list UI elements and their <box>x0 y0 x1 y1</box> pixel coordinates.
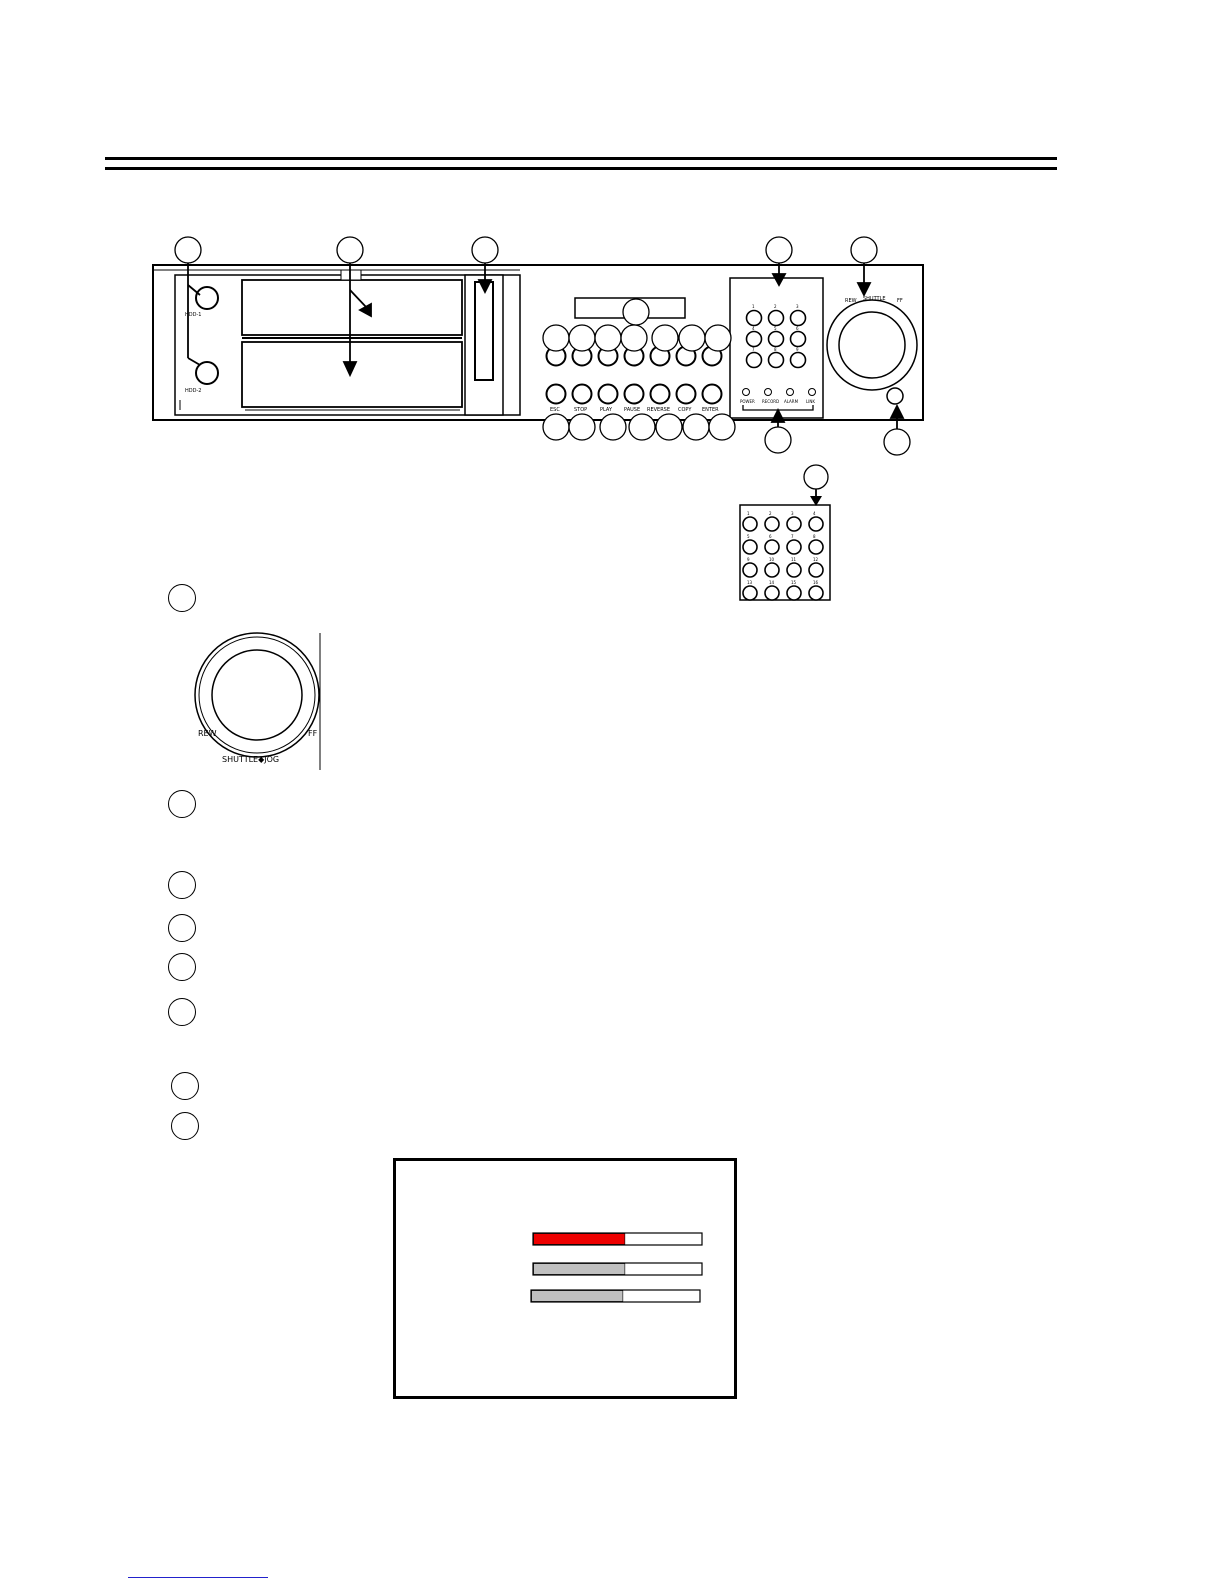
enter-button-label: ENTER <box>702 407 719 413</box>
header-rule-top <box>105 157 1057 160</box>
callout-circle <box>171 1112 199 1140</box>
callout-circle <box>705 325 731 351</box>
remote-key-button-4[interactable] <box>809 517 823 531</box>
keypad-number-9: 9 <box>796 347 799 352</box>
keypad-button-7[interactable] <box>747 353 762 368</box>
remote-key-number: 16 <box>813 580 819 585</box>
callout-circle <box>569 414 595 440</box>
keypad-button-2[interactable] <box>769 311 784 326</box>
hdd1-lock-icon <box>196 287 218 309</box>
play-button[interactable] <box>599 385 618 404</box>
jog-knob <box>839 312 905 378</box>
keypad-button-3[interactable] <box>791 311 806 326</box>
shuttle-ff-label: FF <box>897 298 903 304</box>
callout-circle <box>629 414 655 440</box>
level-bar-fill <box>534 1264 625 1275</box>
remote-key-number: 13 <box>747 580 753 585</box>
led-link <box>809 389 816 396</box>
remote-key-button-7[interactable] <box>787 540 801 554</box>
keypad-number-2: 2 <box>774 304 777 309</box>
callout-circle <box>543 325 569 351</box>
callout-circle <box>656 414 682 440</box>
led-power-label: POWER <box>740 399 755 404</box>
remote-key-button-13[interactable] <box>743 586 757 600</box>
remote-key-button-3[interactable] <box>787 517 801 531</box>
callout-circle <box>804 465 828 489</box>
remote-key-button-9[interactable] <box>743 563 757 577</box>
remote-key-number: 15 <box>791 580 797 585</box>
callout-circle <box>884 429 910 455</box>
remote-key-number: 12 <box>813 557 819 562</box>
pause-button-label: PAUSE <box>624 407 641 413</box>
remote-key-number: 3 <box>791 511 794 516</box>
keypad-number-5: 5 <box>774 326 777 331</box>
callout-circle <box>766 237 792 263</box>
remote-key-number: 9 <box>747 557 750 562</box>
callout-circle <box>652 325 678 351</box>
footer-link-line <box>128 1577 268 1578</box>
play-button-label: PLAY <box>600 407 613 413</box>
reverse-button-label: REVERSE <box>647 407 671 413</box>
remote-key-button-16[interactable] <box>809 586 823 600</box>
keypad-number-6: 6 <box>796 326 799 331</box>
esc-button[interactable] <box>547 385 566 404</box>
shuttle-jog-label: SHUTTLE◆JOG <box>222 755 280 764</box>
hdd1-label: HDD-1 <box>185 312 202 318</box>
callout-circle <box>168 790 196 818</box>
ir-sensor-icon <box>887 388 903 404</box>
keypad-number-7: 7 <box>752 347 755 352</box>
remote-key-button-8[interactable] <box>809 540 823 554</box>
callout-circle <box>168 871 196 899</box>
remote-key-number: 6 <box>769 534 772 539</box>
shuttle-label: SHUTTLE <box>863 296 886 302</box>
callout-circle <box>569 325 595 351</box>
remote-key-button-12[interactable] <box>809 563 823 577</box>
keypad-number-8: 8 <box>774 347 777 352</box>
callout-circle <box>337 237 363 263</box>
callout-circle <box>709 414 735 440</box>
front-panel-diagram <box>145 230 935 460</box>
level-bar-fill <box>534 1234 625 1245</box>
stop-button-label: STOP <box>574 407 588 413</box>
keypad-button-6[interactable] <box>791 332 806 347</box>
keypad-number-3: 3 <box>796 304 799 309</box>
remote-key-button-1[interactable] <box>743 517 757 531</box>
led-link-label: LINK <box>806 399 816 404</box>
shuttle-rew-label: REW <box>845 298 857 304</box>
remote-key-button-10[interactable] <box>765 563 779 577</box>
led-power <box>743 389 750 396</box>
keypad-number-1: 1 <box>752 304 755 309</box>
osd-level-box <box>393 1158 739 1402</box>
hdd2-label: HDD-2 <box>185 388 202 394</box>
stop-button[interactable] <box>573 385 592 404</box>
jog-dial-diagram <box>190 630 330 775</box>
remote-key-button-14[interactable] <box>765 586 779 600</box>
pause-button[interactable] <box>625 385 644 404</box>
esc-button-label: ESC <box>550 407 560 413</box>
remote-key-number: 1 <box>747 511 750 516</box>
remote-key-number: 14 <box>769 580 775 585</box>
remote-key-button-6[interactable] <box>765 540 779 554</box>
remote-key-button-15[interactable] <box>787 586 801 600</box>
remote-keypad-diagram <box>730 462 840 604</box>
led-alarm-label: ALARM <box>784 399 799 404</box>
led-record <box>765 389 772 396</box>
callout-circle <box>683 414 709 440</box>
callout-circle <box>851 237 877 263</box>
remote-key-number: 7 <box>791 534 794 539</box>
jog-knob <box>212 650 302 740</box>
led-record-label: RECORD <box>762 399 780 404</box>
remote-key-button-5[interactable] <box>743 540 757 554</box>
remote-key-number: 11 <box>791 557 797 562</box>
remote-key-number: 10 <box>769 557 775 562</box>
keypad-button-1[interactable] <box>747 311 762 326</box>
callout-circle <box>543 414 569 440</box>
remote-key-number: 5 <box>747 534 750 539</box>
level-bar-fill <box>532 1291 623 1302</box>
remote-key-number: 8 <box>813 534 816 539</box>
callout-circle <box>168 998 196 1026</box>
callout-circle <box>600 414 626 440</box>
jog-ff-label: FF <box>308 729 318 738</box>
keypad-button-8[interactable] <box>769 353 784 368</box>
callout-circle <box>168 953 196 981</box>
remote-key-number: 2 <box>769 511 772 516</box>
callout-circle <box>171 1072 199 1100</box>
callout-circle <box>472 237 498 263</box>
callout-circle <box>621 325 647 351</box>
callout-circle <box>168 914 196 942</box>
callout-circle <box>623 299 649 325</box>
callout-circle <box>168 584 196 612</box>
remote-key-number: 4 <box>813 511 816 516</box>
enter-button[interactable] <box>703 385 722 404</box>
keypad-button-4[interactable] <box>747 332 762 347</box>
jog-rew-label: REW <box>198 729 217 738</box>
callout-circle <box>765 427 791 453</box>
callout-circle <box>175 237 201 263</box>
keypad-button-5[interactable] <box>769 332 784 347</box>
callout-circle <box>595 325 621 351</box>
led-alarm <box>787 389 794 396</box>
remote-key-button-2[interactable] <box>765 517 779 531</box>
keypad-button-9[interactable] <box>791 353 806 368</box>
remote-key-button-11[interactable] <box>787 563 801 577</box>
reverse-button[interactable] <box>651 385 670 404</box>
copy-button-label: COPY <box>678 407 692 413</box>
keypad-number-4: 4 <box>752 326 755 331</box>
header-rule-bottom <box>105 167 1057 170</box>
callout-circle <box>679 325 705 351</box>
copy-button[interactable] <box>677 385 696 404</box>
